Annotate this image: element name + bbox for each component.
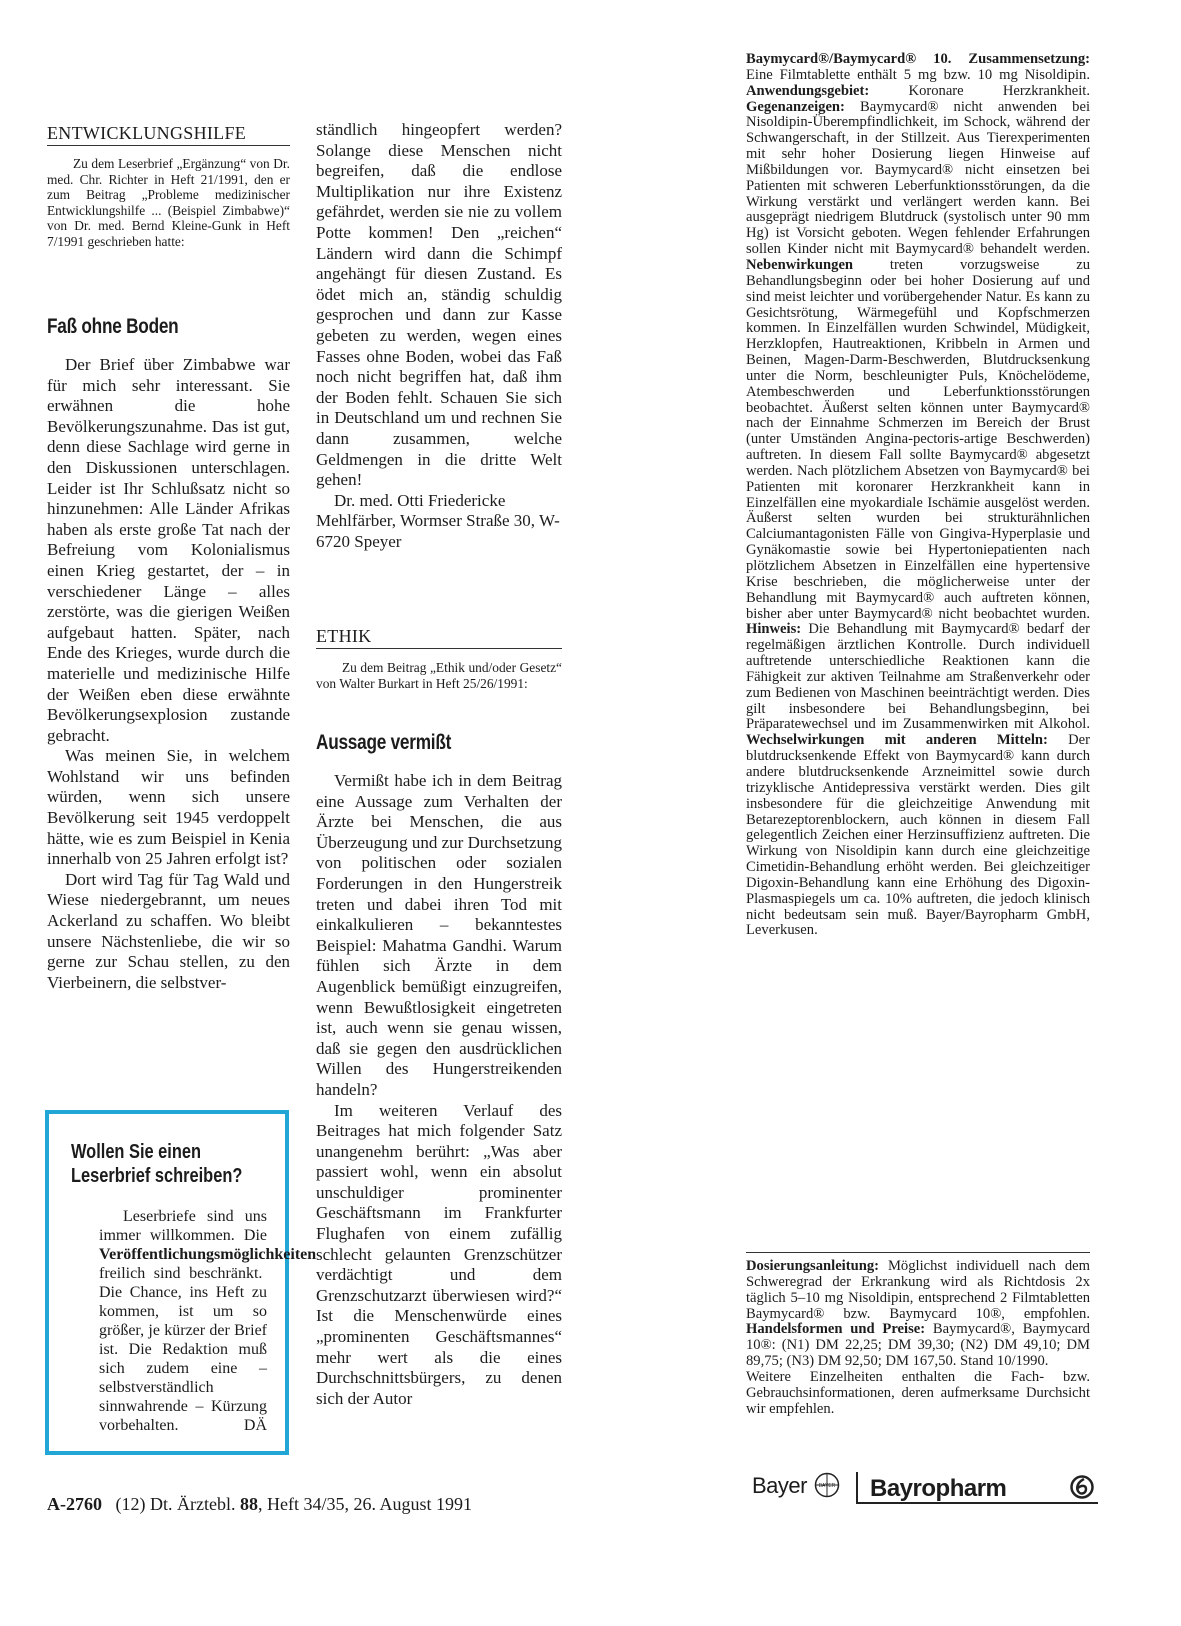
- letter-continuation: ständlich hingeopfert werden? Solange diese Menschen nicht begreifen, daß die endlose Multiplikation nur ihre Existenz gefährdet, werden sie nie zu vollem Potte kommen! Den „reichen“ Ländern wird dann die Schimpf angehängt für diesen Zustand. Es ödet mich an, ständig schuldig gesprochen und dann zur Kasse gebeten zu werden, wegen eines Fasses ohne Boden, wobei das Faß noch nicht begriffen hat, daß ihm der Boden fehlt. Schauen Sie sich in Deutschland um und rechnen Sie dann zusammen, welche Geldmengen in die dritte Welt gehen! Dr. med. Otti Friedericke Mehlfärber, Wormser Straße 30, W-6720 Speyer: [316, 120, 562, 551]
- section-heading-entwicklungshilfe: ENTWICKLUNGSHILFE: [47, 123, 290, 146]
- page-footer: A-2760 (12) Dt. Ärztebl. 88, Heft 34/35, 26. August 1991: [47, 1494, 472, 1514]
- intro-text: Zu dem Leserbrief „Ergänzung“ von Dr. med. Chr. Richter in Heft 21/1991, den er zum Beitrag „Probleme medizinischer Entwicklungshilfe ... (Beispiel Zimbabwe)“ von Dr. med. Bernd Kleine-Gunk in Heft 7/1991 geschrieben hatte:: [47, 156, 290, 249]
- dosage-information: Dosierungsanleitung: Möglichst individuell nach dem Schweregrad der Erkrankung wird als Richtdosis 2x täglich 5–10 mg Nisoldipin, entsprechend 2 Filmtabletten Baymycard® bzw. Baymycard 10®, empfohlen. Handelsformen und Preise: Baymycard®, Baymycard 10®: (N1) DM 22,25; DM 39,30; (N2) DM 49,10; DM 89,75; (N3) DM 92,50; DM 167,50. Stand 10/1990. Weitere Einzelheiten enthalten die Fach- bzw. Gebrauchsinformationen, deren aufmerksame Durchsicht wir empfehlen.: [746, 1258, 1090, 1417]
- section-heading-ethik: ETHIK: [316, 626, 562, 649]
- letter-body-ethik: Vermißt habe ich in dem Beitrag eine Aussage zum Verhalten der Ärzte bei Menschen, die aus Überzeugung und zur Durchsetzung von politischen oder sozialen Forderungen in den Hungerstreik treten und dabei ihren Tod mit einkalkulieren – bekanntestes Beispiel: Mahatma Gandhi. Warum fühlen sich Ärzte in dem Augenblick bemüßigt einzugreifen, wenn Bewußtlosigkeit eingetreten ist, auch wenn sie genau wissen, daß sie gegen den ausdrücklichen Willen des Hungerstreikenden handeln? Im weiteren Verlauf des Beitrages hat mich folgender Satz unangenehm berührt: „Was aber passiert wohl, wenn ein absolut unschuldiger prominenter Geschäftsmann im Frankfurter Flughafen von einem zufällig schlecht gelaunten Grenzschützer verdächtigt und dem Grenzschutzarzt überwiesen wird?“ Ist die Menschenwürde eines „prominenten Geschäftsmannes“ mehr wert als die eines Durchschnittsbürgers, zu denen sich der Autor: [316, 771, 562, 1408]
- bayropharm-logo-frame: [856, 1472, 1098, 1510]
- letter-body: Der Brief über Zimbabwe war für mich sehr interessant. Sie erwähnen die hohe Bevölkerungszunahme. Das ist gut, denn diese Sachlage wird gerne in den Diskussionen unterschlagen. Leider ist Ihr Schlußsatz nicht so hinzunehmen: Alle Länder Afrikas haben als erste große Tat nach der Befreiung vom Kolonialismus einen Krieg gestartet, der – in verschiedener Länge – alles zerstörte, was die gierigen Weißen aufgebaut hatten. Später, nach Ende des Krieges, wurde durch die materielle und medizinische Hilfe der Weißen eben diese erwähnte Bevölkerungsexplosion zustande gebracht. Was meinen Sie, in welchem Wohlstand wir uns befinden würden, wenn sich unsere Bevölkerung seit 1945 verdoppelt hätte, wie es zum Beispiel in Kenia innerhalb von 25 Jahren erfolgt ist? Dort wird Tag für Tag Wald und Wiese niedergebrannt, um neues Ackerland zu schaffen. Wo bleibt unsere Nächstenliebe, die wir so gerne zur Schau stellen, zu den Vierbeinern, die selbstver-: [47, 355, 290, 992]
- bayer-cross-icon: [814, 1472, 840, 1498]
- bayropharm-emblem-icon: [1070, 1475, 1094, 1499]
- intro-text-ethik: Zu dem Beitrag „Ethik und/oder Gesetz“ von Walter Burkart in Heft 25/26/1991:: [316, 660, 562, 691]
- leserbrief-info-box: [45, 1110, 317, 1455]
- letter-author: Dr. med. Otti Friedericke Mehlfärber, Wormser Straße 30, W-6720 Speyer: [316, 490, 560, 551]
- svg-text:BAYER: BAYER: [818, 1483, 836, 1489]
- article-headline-ethik: Aussage vermißt: [316, 731, 452, 754]
- article-headline: Faß ohne Boden: [47, 315, 179, 338]
- box-body: Leserbriefe sind uns immer willkommen. Die Veröffentlichungsmöglichkeiten freilich sind beschränkt. Die Chance, ins Heft zu kommen, ist um so größer, je kürzer der Brief ist. Die Redaktion muß sich zudem eine – selbstverständlich sinnwahrende – Kürzung vorbehalten. DÄ: [99, 1208, 317, 1434]
- divider: [746, 1252, 1090, 1253]
- drug-information: Baymycard®/Baymycard® 10. Zusammensetzung: Eine Filmtablette enthält 5 mg bzw. 10 mg Nisoldipin. Anwendungsgebiet: Koronare Herzkrankheit. Gegenanzeigen: Baymycard® nicht anwenden bei Nisoldipin-Überempfindlichkeit, im Schock, während der Schwangerschaft, in der Stillzeit. Aus Tierexperimenten mit sehr hoher Dosierung liegen Hinweise auf Mißbildungen vor. Baymycard® nicht einsetzen bei Patienten mit schweren Leberfunktionsstörungen, da die Wirkung verstärkt und verlängert werden kann. Bei ausgeprägt niedrigem Blutdruck (systolisch unter 90 mm Hg) ist Vorsicht geboten. Wegen fehlender Erfahrungen sollen Kinder nicht mit Baymycard® behandelt werden. Nebenwirkungen treten vorzugsweise zu Behandlungsbeginn oder bei hoher Dosierung auf und sind meist leichter und vorübergehender Natur. Es kann zu Gesichtsrötung, Wärmegefühl und Kopfschmerzen kommen. In Einzelfällen wurden Schwindel, Müdigkeit, Herzklopfen, Hautreaktionen, Kribbeln in Armen und Beinen, Magen-Darm-Beschwerden, Blutdrucksenkung unter die Norm, beschleunigter Puls, Knöchelödeme, Atembeschwerden und Leberfunktionsstörungen beobachtet. Äußerst selten können unter Baymycard® nach der Einnahme Schmerzen im Bereich der Brust (unter Umständen Angina-pectoris-artige Beschwerden) auftreten. In diesem Fall sollte Baymycard® abgesetzt werden. Nach plötzlichem Absetzen von Baymycard® bei Patienten mit koronarer Herzkrankheit kann in Einzelfällen eine myokardiale Ischämie ausgelöst werden. Äußerst selten wurden bei strukturähnlichen Calciumantagonisten Fälle von Gingiva-Hyperplasie und Gynäkomastie sowie bei Hypertoniepatienten nach plötzlichem Absetzen in Einzelfällen eine hypertensive Krise beschrieben, die möglicherweise unter der Behandlung mit Baymycard® auch auftreten können, bisher aber unter Baymycard® nicht beobachtet wurden. Hinweis: Die Behandlung mit Baymycard® bedarf der regelmäßigen ärztlichen Kontrolle. Durch individuell auftretende unterschiedliche Reaktionen kann die Fähigkeit zur aktiven Teilnahme am Straßenverkehr oder zum Bedienen von Maschinen beeinträchtigt werden. Dies gilt insbesondere bei Behandlungsbeginn, bei Präparatewechsel und im Zusammenwirken mit Alkohol. Wechselwirkungen mit anderen Mitteln: Der blutdrucksenkende Effekt von Baymycard® kann durch andere blutdrucksenkende Arzneimittel sowie durch trizyklische Antidepressiva verstärkt werden. Dies gilt insbesondere für die gleichzeitige Anwendung mit Betarezeptorenblockern, auch können in diesem Fall gelegentlich Zeichen einer Herzinsuffizienz auftreten. Die Wirkung von Nisoldipin kann durch eine gleichzeitige Cimetidin-Behandlung erhöht werden. Bei gleichzeitiger Digoxin-Behandlung kann eine Erhöhung des Digoxin-Plasmaspiegels um ca. 10% auftreten, die jedoch klinisch nicht bedeutsam sein muß. Bayer/Bayropharm GmbH, Leverkusen.: [746, 51, 1090, 939]
- box-signature: DÄ: [243, 1417, 267, 1434]
- bayer-logo: Bayer: [752, 1473, 807, 1498]
- bayropharm-logo: Bayropharm: [870, 1475, 1007, 1502]
- page-number: A-2760: [47, 1494, 102, 1514]
- box-title: Wollen Sie einen Leserbrief schreiben?: [71, 1141, 243, 1187]
